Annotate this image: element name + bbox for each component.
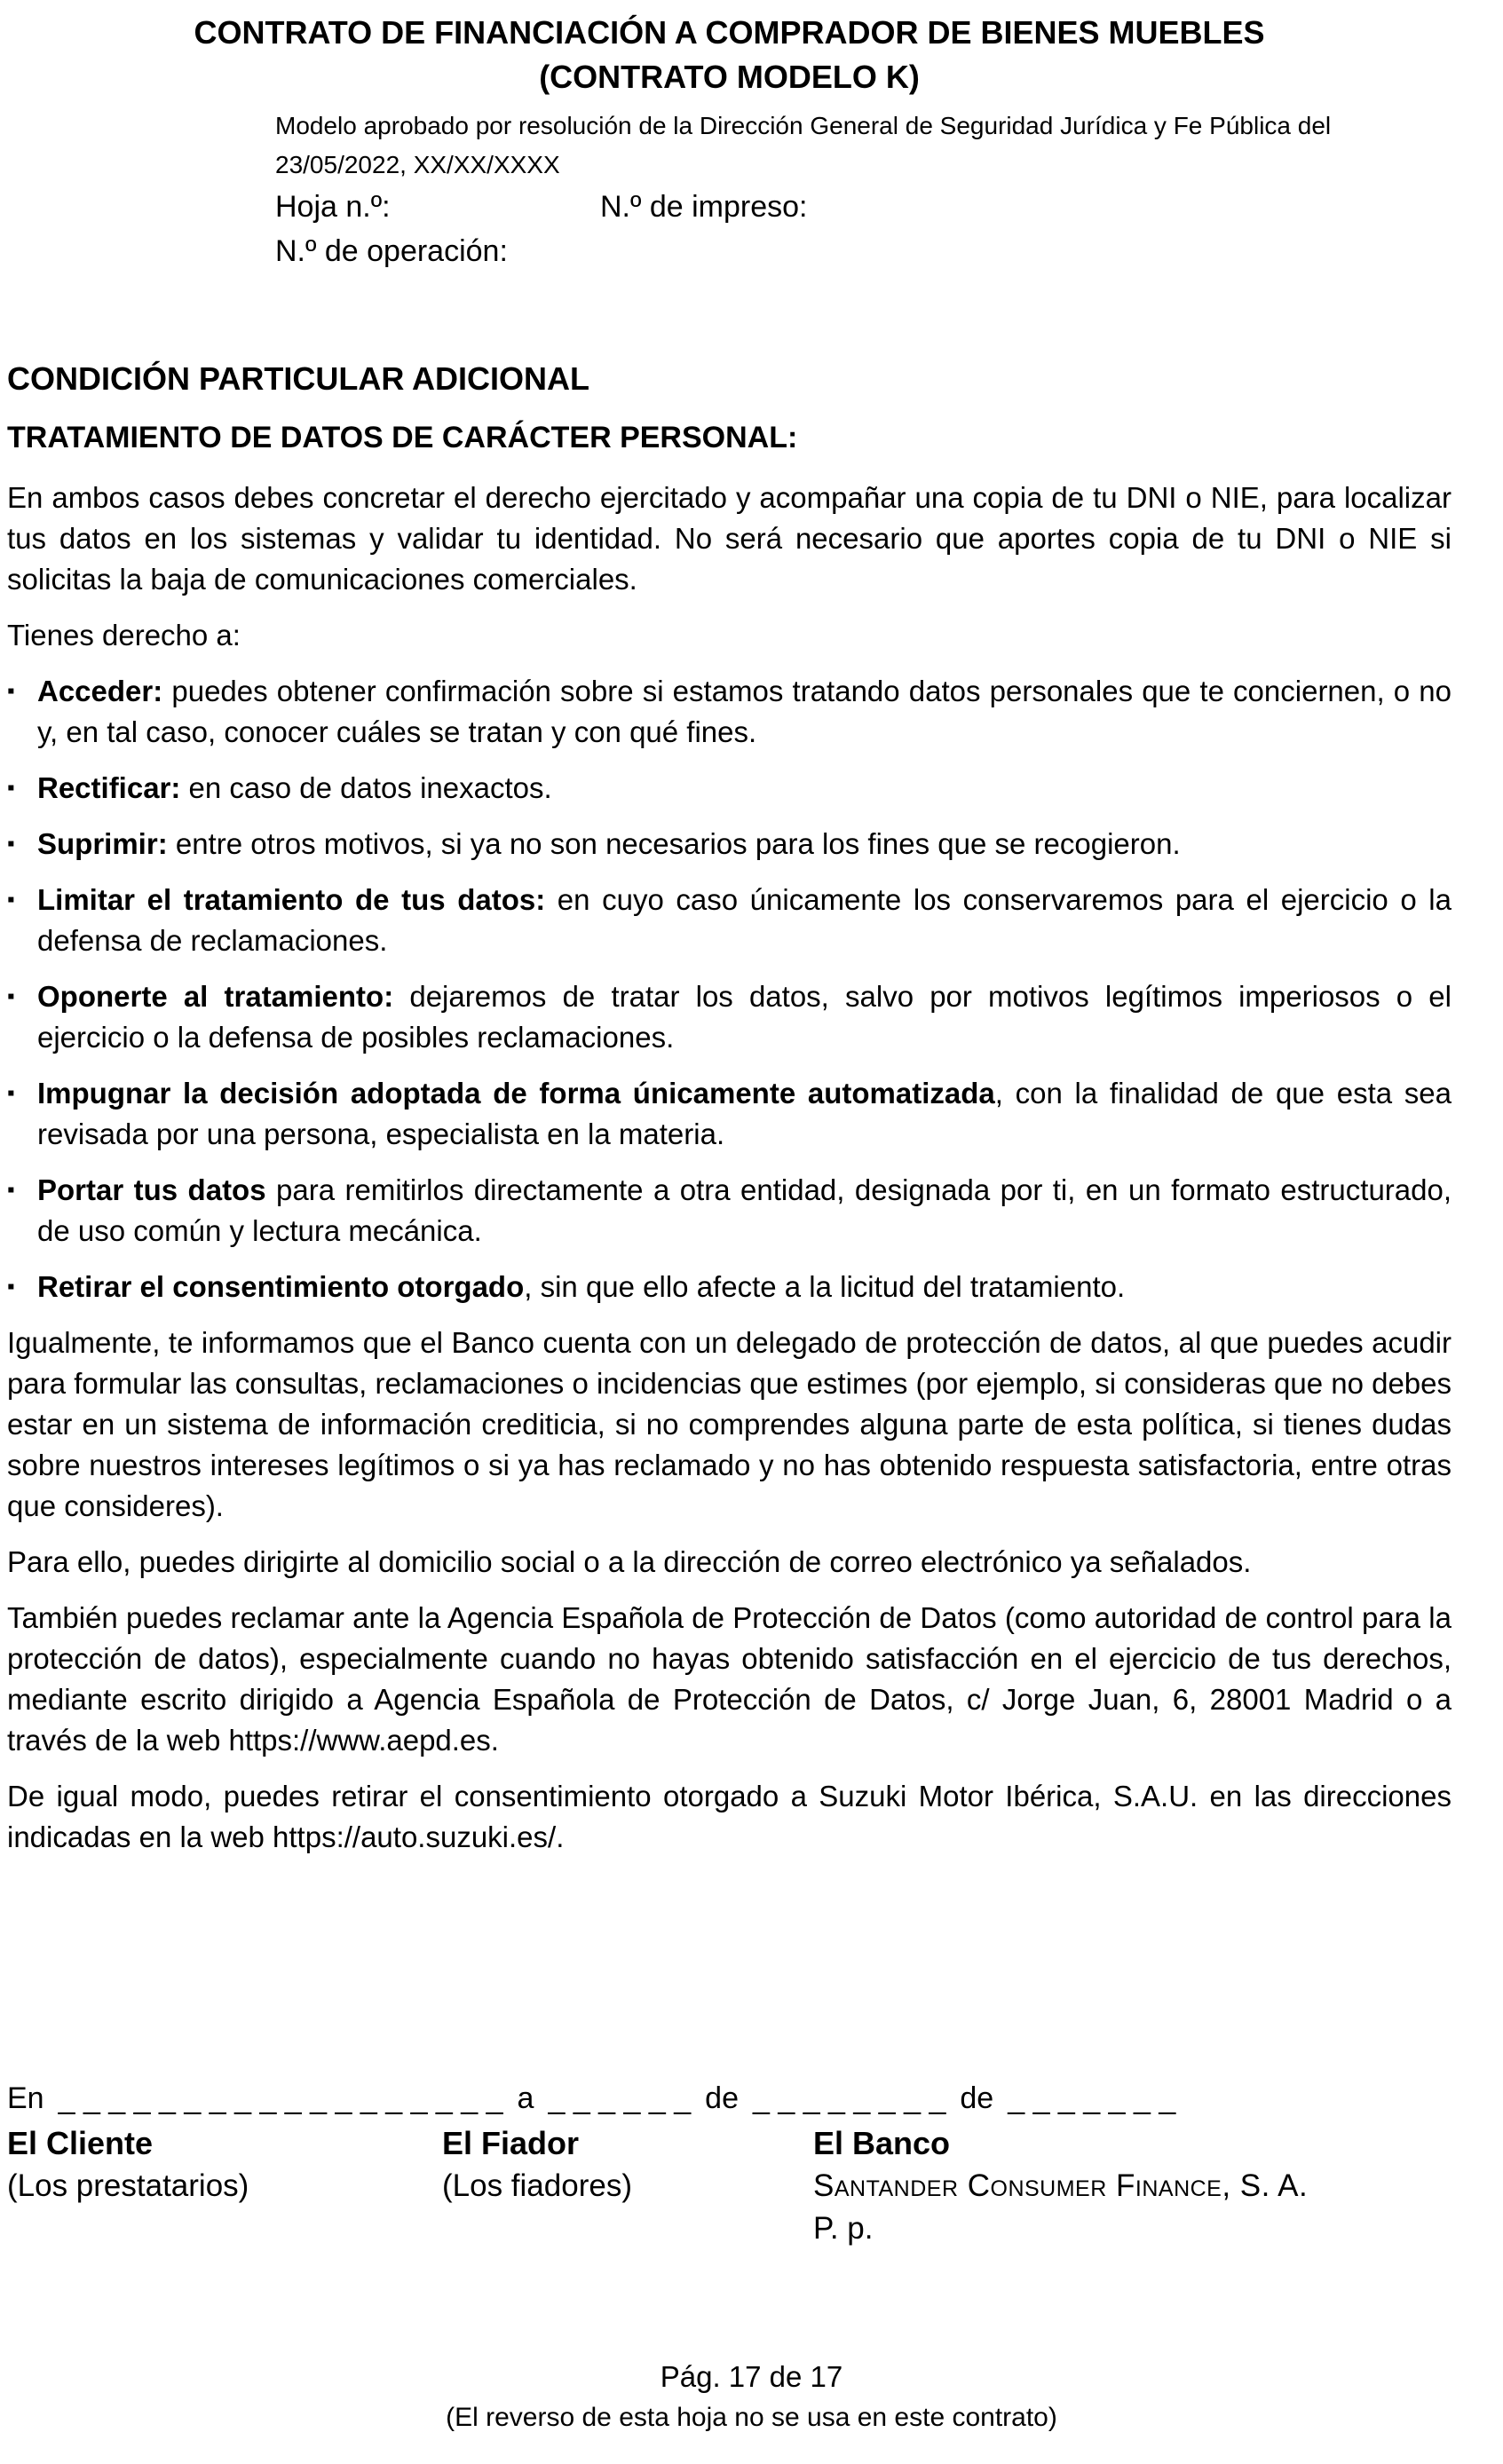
right-lead: Limitar el tratamiento de tus datos:: [37, 883, 546, 916]
condition-section: [7, 359, 1452, 1858]
date-prefix: En: [7, 2081, 44, 2115]
section-subheading: TRATAMIENTO DE DATOS DE CARÁCTER PERSONAL:: [7, 421, 798, 454]
right-body: dejaremos de tratar los datos, salvo por motivos legítimos imperiosos o el ejercicio o la defensa de posibles reclamaciones.: [37, 980, 1452, 1054]
paragraph-aepd: También puedes reclamar ante la Agencia Española de Protección de Datos (como autoridad de control para la protección de datos), especialmente cuando no hayas obtenido satisfacción en el ejercicio de tus derechos, mediante escrito dirigido a Agencia Española de Protección de Datos, c/ Jorge Juan, 6, 28001 Madrid o a través de la web https://www.aepd.es.: [7, 1601, 1452, 1757]
right-item-limitar: [7, 880, 1452, 961]
intro-paragraph: En ambos casos debes concretar el derecho ejercitado y acompañar una copia de tu DNI o NIE, para localizar tus datos en los sistemas y validar tu identidad. No será necesario que aportes copia de tu DNI o NIE si solicitas la baja de comunicaciones comerciales.: [7, 481, 1452, 596]
right-lead: Retirar el consentimiento otorgado: [37, 1270, 525, 1303]
guarantor-title: El Fiador: [442, 2125, 580, 2161]
bank-pp: P. p.: [813, 2211, 874, 2246]
guarantor-subtitle: (Los fiadores): [442, 2168, 632, 2203]
approval-note-line2: 23/05/2022, XX/XX/XXXX: [275, 151, 560, 178]
right-item-suprimir: [7, 824, 1452, 865]
approval-note-line1: Modelo aprobado por resolución de la Dirección General de Seguridad Jurídica y Fe Pública del: [275, 112, 1332, 139]
client-title: El Cliente: [7, 2125, 154, 2161]
section-heading: CONDICIÓN PARTICULAR ADICIONAL: [7, 360, 589, 397]
right-item-text: [37, 1170, 1452, 1252]
day-blank-line: _ _ _ _ _ _: [548, 2081, 692, 2115]
right-body: , sin que ello afecte a la licitud del tratamiento.: [524, 1270, 1126, 1303]
square-bullet-icon: ▪: [7, 984, 15, 1008]
page-footer: [0, 2356, 1503, 2437]
year-connector: de: [960, 2081, 994, 2115]
client-signature-column: [7, 2122, 442, 2250]
paragraph-contact: Para ello, puedes dirigirte al domicilio social o a la dirección de correo electrónico ya señalados.: [7, 1545, 1252, 1578]
sheet-number-label: Hoja n.º:: [275, 190, 391, 224]
signature-date-line: [7, 2078, 1452, 2119]
document-title-line2: (CONTRATO MODELO K): [539, 59, 920, 95]
right-item-oponerte: [7, 976, 1452, 1058]
rights-intro: Tienes derecho a:: [7, 619, 241, 652]
signature-columns: [7, 2122, 1452, 2250]
right-body: entre otros motivos, si ya no son necesarios para los fines que se recogieron.: [167, 827, 1181, 860]
right-lead: Acceder:: [37, 675, 163, 707]
right-lead: Oponerte al tratamiento:: [37, 980, 394, 1013]
year-blank-line: _ _ _ _ _ _ _: [1008, 2081, 1176, 2115]
page-number: Pág. 17 de 17: [660, 2360, 843, 2393]
right-item-impugnar: [7, 1073, 1452, 1155]
right-lead: Suprimir:: [37, 827, 168, 860]
right-item-retirar: [7, 1267, 1452, 1307]
right-item-rectificar: [7, 768, 1452, 809]
right-body: , con la finalidad de que esta sea revisada por una persona, especialista en la materia.: [37, 1077, 1452, 1150]
operation-row: [275, 229, 1452, 273]
right-lead: Impugnar la decisión adoptada de forma únicamente automatizada: [37, 1077, 995, 1110]
right-body: puedes obtener confirmación sobre si estamos tratando datos personales que te conciernen, o no y, en tal caso, conocer cuáles se tratan y con qué fines.: [37, 675, 1452, 748]
square-bullet-icon: ▪: [7, 1178, 15, 1202]
right-body: para remitirlos directamente a otra entidad, designada por ti, en un formato estructurado, de uso común y lectura mecánica.: [37, 1173, 1452, 1247]
month-blank-line: _ _ _ _ _ _ _ _: [752, 2081, 946, 2115]
square-bullet-icon: ▪: [7, 776, 15, 800]
right-item-text: [37, 1267, 1452, 1307]
bank-signature-column: [813, 2122, 1452, 2250]
right-lead: Portar tus datos: [37, 1173, 266, 1206]
day-connector: a: [517, 2081, 534, 2115]
place-blank-line: _ _ _ _ _ _ _ _ _ _ _ _ _ _ _ _ _ _: [58, 2081, 503, 2115]
right-item-text: [37, 824, 1452, 865]
square-bullet-icon: ▪: [7, 832, 15, 856]
document-header: [7, 11, 1452, 273]
right-body: en cuyo caso únicamente los conservaremos para el ejercicio o la defensa de reclamaciones.: [37, 883, 1452, 957]
right-item-acceder: [7, 671, 1452, 753]
square-bullet-icon: ▪: [7, 1081, 15, 1105]
square-bullet-icon: ▪: [7, 679, 15, 703]
month-connector: de: [705, 2081, 739, 2115]
square-bullet-icon: ▪: [7, 888, 15, 912]
header-info-block: [275, 107, 1452, 273]
client-subtitle: (Los prestatarios): [7, 2168, 249, 2203]
paragraph-suzuki: De igual modo, puedes retirar el consentimiento otorgado a Suzuki Motor Ibérica, S.A.U. en las direcciones indicadas en la web https://auto.suzuki.es/.: [7, 1780, 1452, 1853]
right-item-text: [37, 880, 1452, 961]
right-item-text: [37, 671, 1452, 753]
reverse-note: (El reverso de esta hoja no se usa en este contrato): [446, 2403, 1057, 2432]
print-number-label: N.º de impreso:: [600, 190, 808, 224]
rights-list: [7, 671, 1452, 1307]
bank-title: El Banco: [813, 2125, 951, 2161]
paragraph-delegate: Igualmente, te informamos que el Banco cuenta con un delegado de protección de datos, al que puedes acudir para formular las consultas, reclamaciones o incidencias que estimes (por ejemplo, si consideras que no debes estar en un sistema de información crediticia, si no comprendes alguna parte de esta política, si tienes dudas sobre nuestros intereses legítimos o si ya has reclamado y no has obtenido respuesta satisfactoria, entre otras que consideres).: [7, 1326, 1452, 1522]
bank-name: Santander Consumer Finance, S. A.: [813, 2168, 1309, 2203]
operation-number-label: N.º de operación:: [275, 234, 508, 268]
sheet-and-print-row: [275, 185, 1452, 229]
right-item-text: [37, 768, 1452, 809]
right-item-portar: [7, 1170, 1452, 1252]
guarantor-signature-column: [442, 2122, 813, 2250]
right-body: en caso de datos inexactos.: [180, 771, 552, 804]
right-lead: Rectificar:: [37, 771, 181, 804]
right-item-text: [37, 976, 1452, 1058]
signature-block: [7, 2078, 1452, 2250]
right-item-text: [37, 1073, 1452, 1155]
document-title-line1: CONTRATO DE FINANCIACIÓN A COMPRADOR DE BIENES MUEBLES: [194, 14, 1265, 51]
square-bullet-icon: ▪: [7, 1275, 15, 1299]
